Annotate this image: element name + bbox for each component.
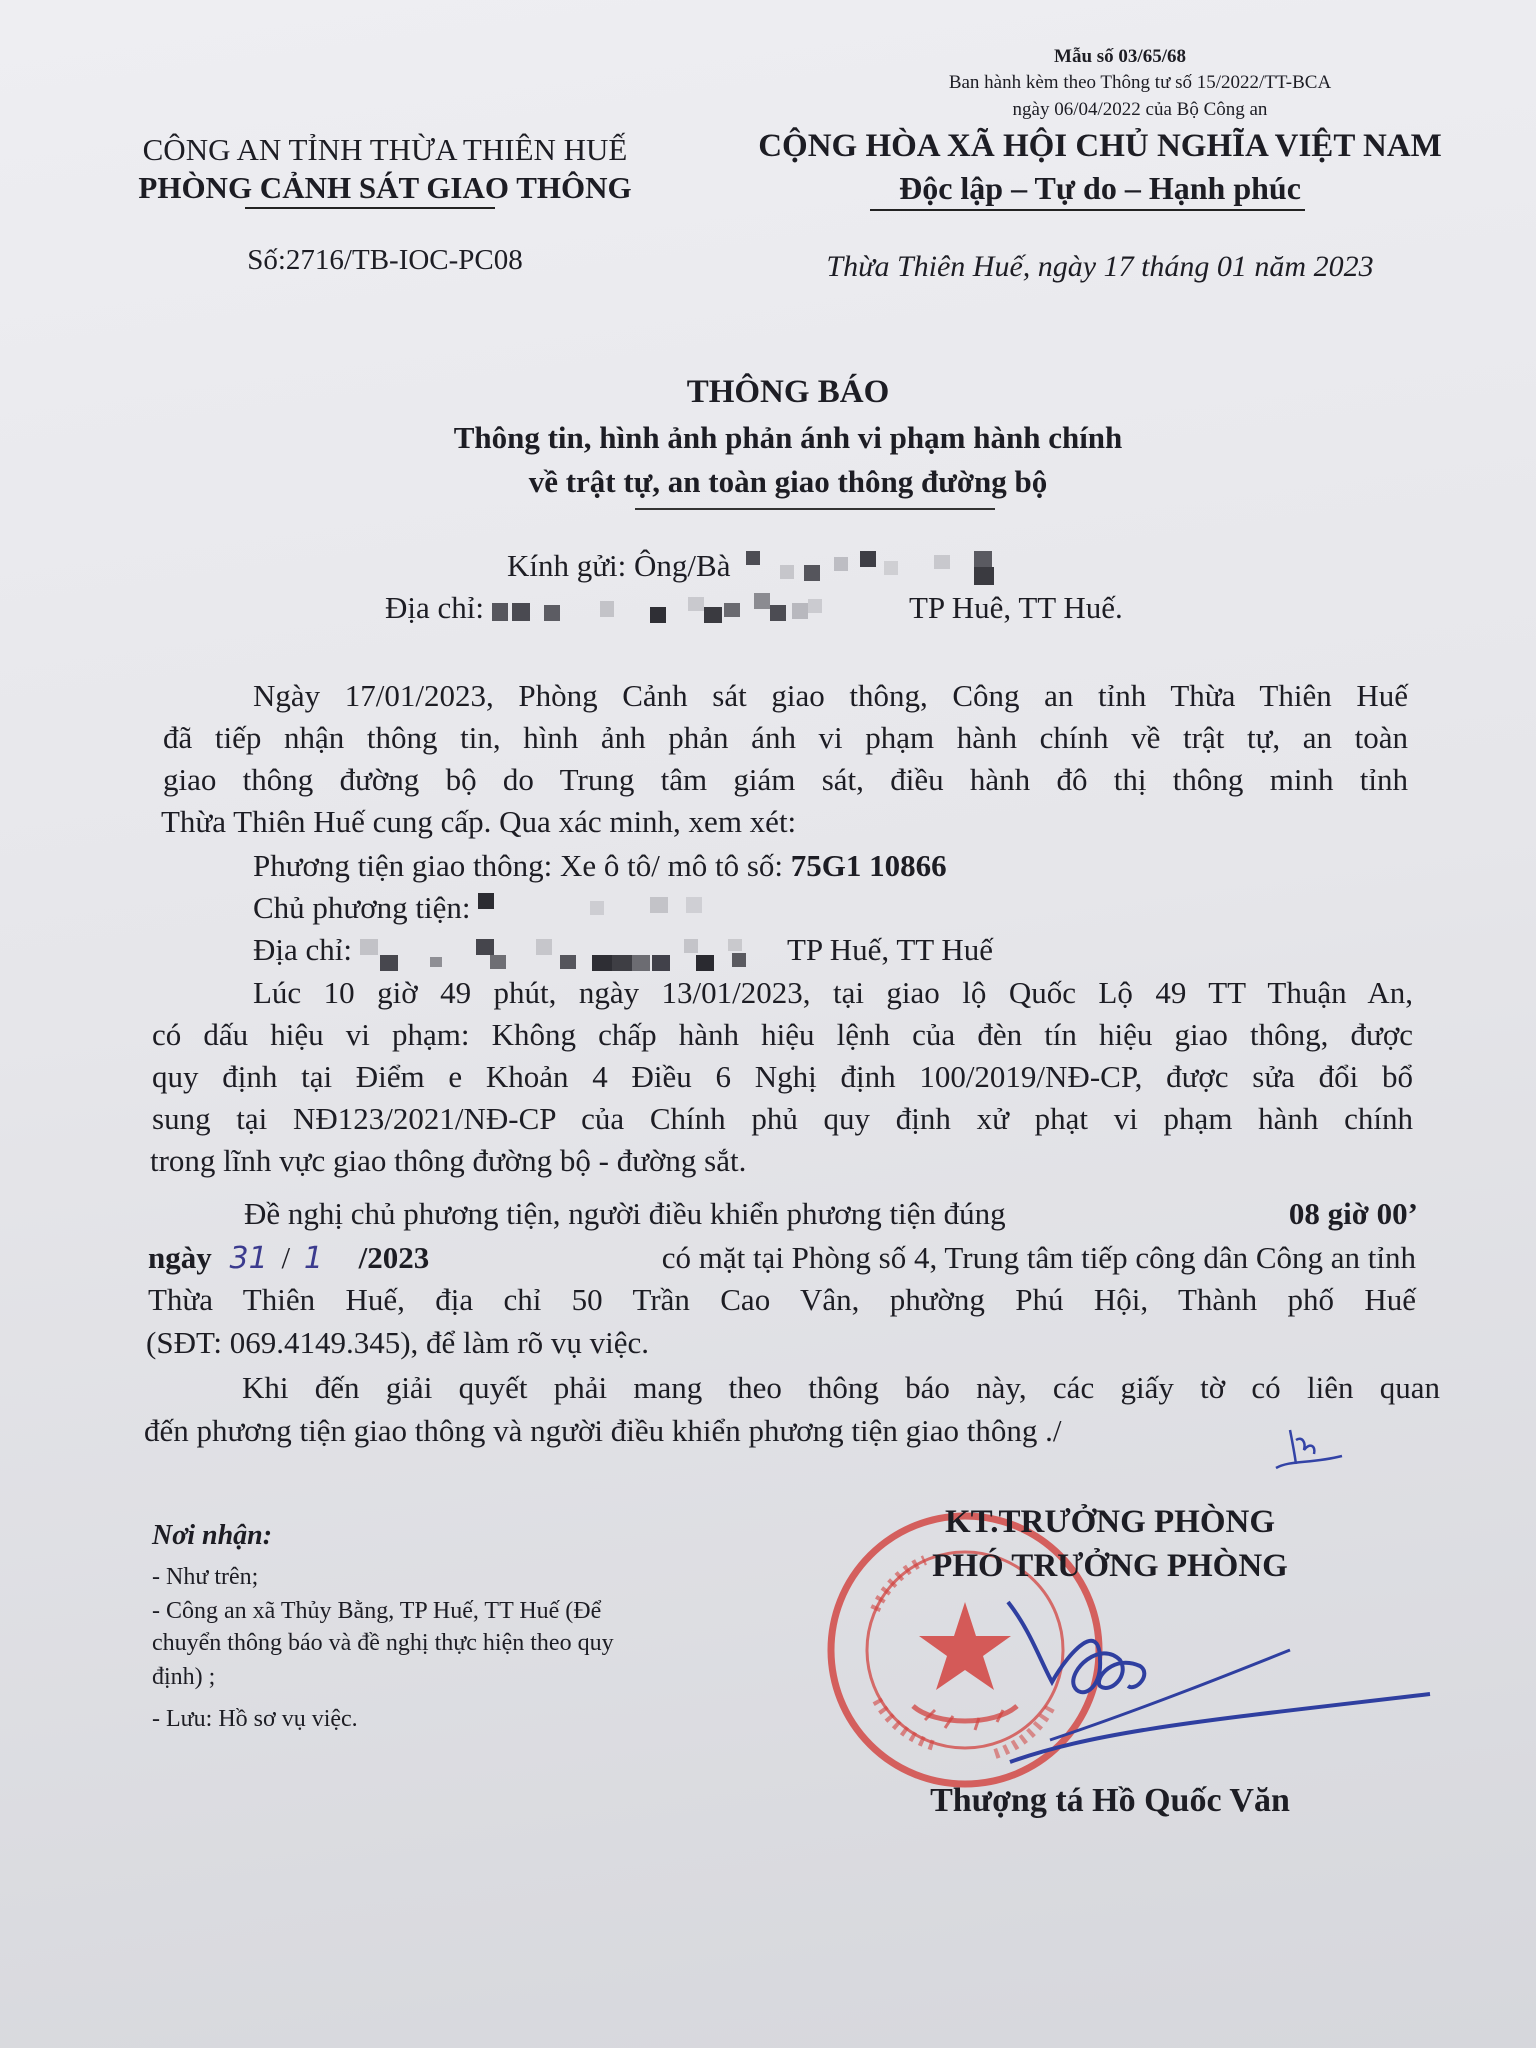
- owner-address-tail: TP Huế, TT Huế: [786, 932, 994, 967]
- recipient-item-4: định) ;: [152, 1664, 216, 1690]
- org-unit: PHÒNG CẢNH SÁT GIAO THÔNG: [138, 170, 632, 205]
- recipient-item-3: chuyển thông báo và đề nghị thực hiện theo quy: [152, 1630, 614, 1656]
- p4-line-1: Khi đến giải quyết phải mang theo thông báo này, các giấy tờ có liên quan: [242, 1370, 1440, 1405]
- handwritten-initial-icon: [1270, 1420, 1350, 1480]
- signer-name: Thượng tá Hồ Quốc Văn: [930, 1782, 1290, 1819]
- signature-title-1: KT.TRƯỞNG PHÒNG: [945, 1504, 1275, 1540]
- form-issued-date: ngày 06/04/2022 của Bộ Công an: [1012, 99, 1268, 120]
- handwritten-signature-icon: [990, 1590, 1440, 1770]
- p3-line-1: [244, 1196, 1418, 1232]
- vehicle-plate: 75G1 10866: [790, 848, 947, 883]
- p1-line-4: Thừa Thiên Huế cung cấp. Qua xác minh, xem xét:: [161, 804, 797, 839]
- form-issued-with: Ban hành kèm theo Thông tư số 15/2022/TT-BCA: [948, 72, 1332, 93]
- document-subtitle-line2: về trật tự, an toàn giao thông đường bộ: [528, 464, 1048, 499]
- handwritten-month: 1: [303, 1241, 323, 1276]
- owner-address-line: [253, 932, 993, 971]
- p2-line-5: trong lĩnh vực giao thông đường bộ - đường sắt.: [150, 1143, 747, 1178]
- recipient-address-line: [385, 590, 1123, 629]
- recipients-label: Nơi nhận:: [152, 1520, 273, 1551]
- signature-title-2: PHÓ TRƯỞNG PHÒNG: [932, 1548, 1288, 1584]
- handwritten-day: 31: [229, 1241, 268, 1276]
- org-underline: [245, 207, 495, 209]
- p3-year: /2023: [358, 1240, 430, 1275]
- p2-line-2: có dấu hiệu vi phạm: Không chấp hành hiệu lệnh của đèn tín hiệu giao thông, được: [152, 1017, 1413, 1052]
- p3-line-3: Thừa Thiên Huế, địa chỉ 50 Trần Cao Vân, phường Phú Hội, Thành phố Huế: [148, 1282, 1416, 1317]
- nation-name: CỘNG HÒA XÃ HỘI CHỦ NGHĨA VIỆT NAM: [758, 128, 1442, 164]
- recipient-address-label: Địa chỉ:: [385, 590, 484, 625]
- p1-line-1: Ngày 17/01/2023, Phòng Cảnh sát giao thông, Công an tỉnh Thừa Thiên Huế: [253, 678, 1408, 713]
- recipient-item-2: - Công an xã Thủy Bằng, TP Huế, TT Huế (Để: [152, 1598, 602, 1624]
- document-title: THÔNG BÁO: [686, 374, 890, 410]
- org-parent: CÔNG AN TỈNH THỪA THIÊN HUẾ: [142, 132, 628, 167]
- owner-address-label: Địa chỉ:: [253, 932, 352, 967]
- p3-line-4: (SĐT: 069.4149.345), để làm rõ vụ việc.: [146, 1325, 649, 1360]
- recipient-item-5: - Lưu: Hồ sơ vụ việc.: [152, 1706, 358, 1732]
- recipient-address-tail: TP Huê, TT Huế.: [908, 590, 1123, 625]
- p3-day-label: ngày: [148, 1240, 212, 1275]
- vehicle-line: [253, 848, 947, 884]
- motto-underline: [870, 209, 1305, 211]
- p2-line-3: quy định tại Điểm e Khoản 4 Điều 6 Nghị định 100/2019/NĐ-CP, được sửa đổi bổ: [152, 1059, 1413, 1094]
- p4-line-2: đến phương tiện giao thông và người điều khiển phương tiện giao thông ./: [144, 1413, 1062, 1448]
- p2-line-1: Lúc 10 giờ 49 phút, ngày 13/01/2023, tại giao lộ Quốc Lộ 49 TT Thuận An,: [253, 975, 1413, 1010]
- redacted-name: [738, 551, 1028, 587]
- redacted-owner: [478, 893, 778, 929]
- p1-line-3: giao thông đường bộ do Trung tâm giám sát, điều hành đô thị thông minh tỉnh: [163, 762, 1408, 797]
- redacted-address: [492, 593, 902, 629]
- p3-line-2-rest: có mặt tại Phòng số 4, Trung tâm tiếp công dân Công an tỉnh: [661, 1240, 1416, 1275]
- p3-line-1-text: Đề nghị chủ phương tiện, người điều khiển phương tiện đúng: [244, 1196, 1006, 1231]
- recipient-item-1: - Như trên;: [152, 1564, 259, 1590]
- document-number: Số:2716/TB-IOC-PC08: [247, 244, 523, 276]
- owner-line: [253, 890, 778, 929]
- vehicle-label: Phương tiện giao thông: Xe ô tô/ mô tô số:: [253, 848, 784, 883]
- greeting-label: Kính gửi: Ông/Bà: [507, 548, 731, 583]
- p1-line-2: đã tiếp nhận thông tin, hình ảnh phản ánh vi phạm hành chính về trật tự, an toàn: [163, 720, 1408, 755]
- form-number: Mẫu số 03/65/68: [1054, 46, 1186, 67]
- p3-line-2: ngày 31 / 1 /2023 có mặt tại Phòng số 4, Trung tâm tiếp công dân Công an tỉnh: [148, 1240, 1416, 1276]
- document-subtitle-line1: Thông tin, hình ảnh phản ánh vi phạm hành chính: [453, 420, 1123, 455]
- owner-label: Chủ phương tiện:: [253, 890, 471, 925]
- nation-motto: Độc lập – Tự do – Hạnh phúc: [899, 170, 1301, 206]
- p3-appointment-time: 08 giờ 00’: [1288, 1196, 1418, 1231]
- redacted-owner-address: [360, 935, 780, 971]
- place-date: Thừa Thiên Huế, ngày 17 tháng 01 năm 2023: [826, 250, 1374, 283]
- greeting-line: [507, 548, 1028, 587]
- p2-line-4: sung tại NĐ123/2021/NĐ-CP của Chính phủ quy định xử phạt vi phạm hành chính: [152, 1101, 1413, 1136]
- subtitle-underline: [635, 508, 995, 510]
